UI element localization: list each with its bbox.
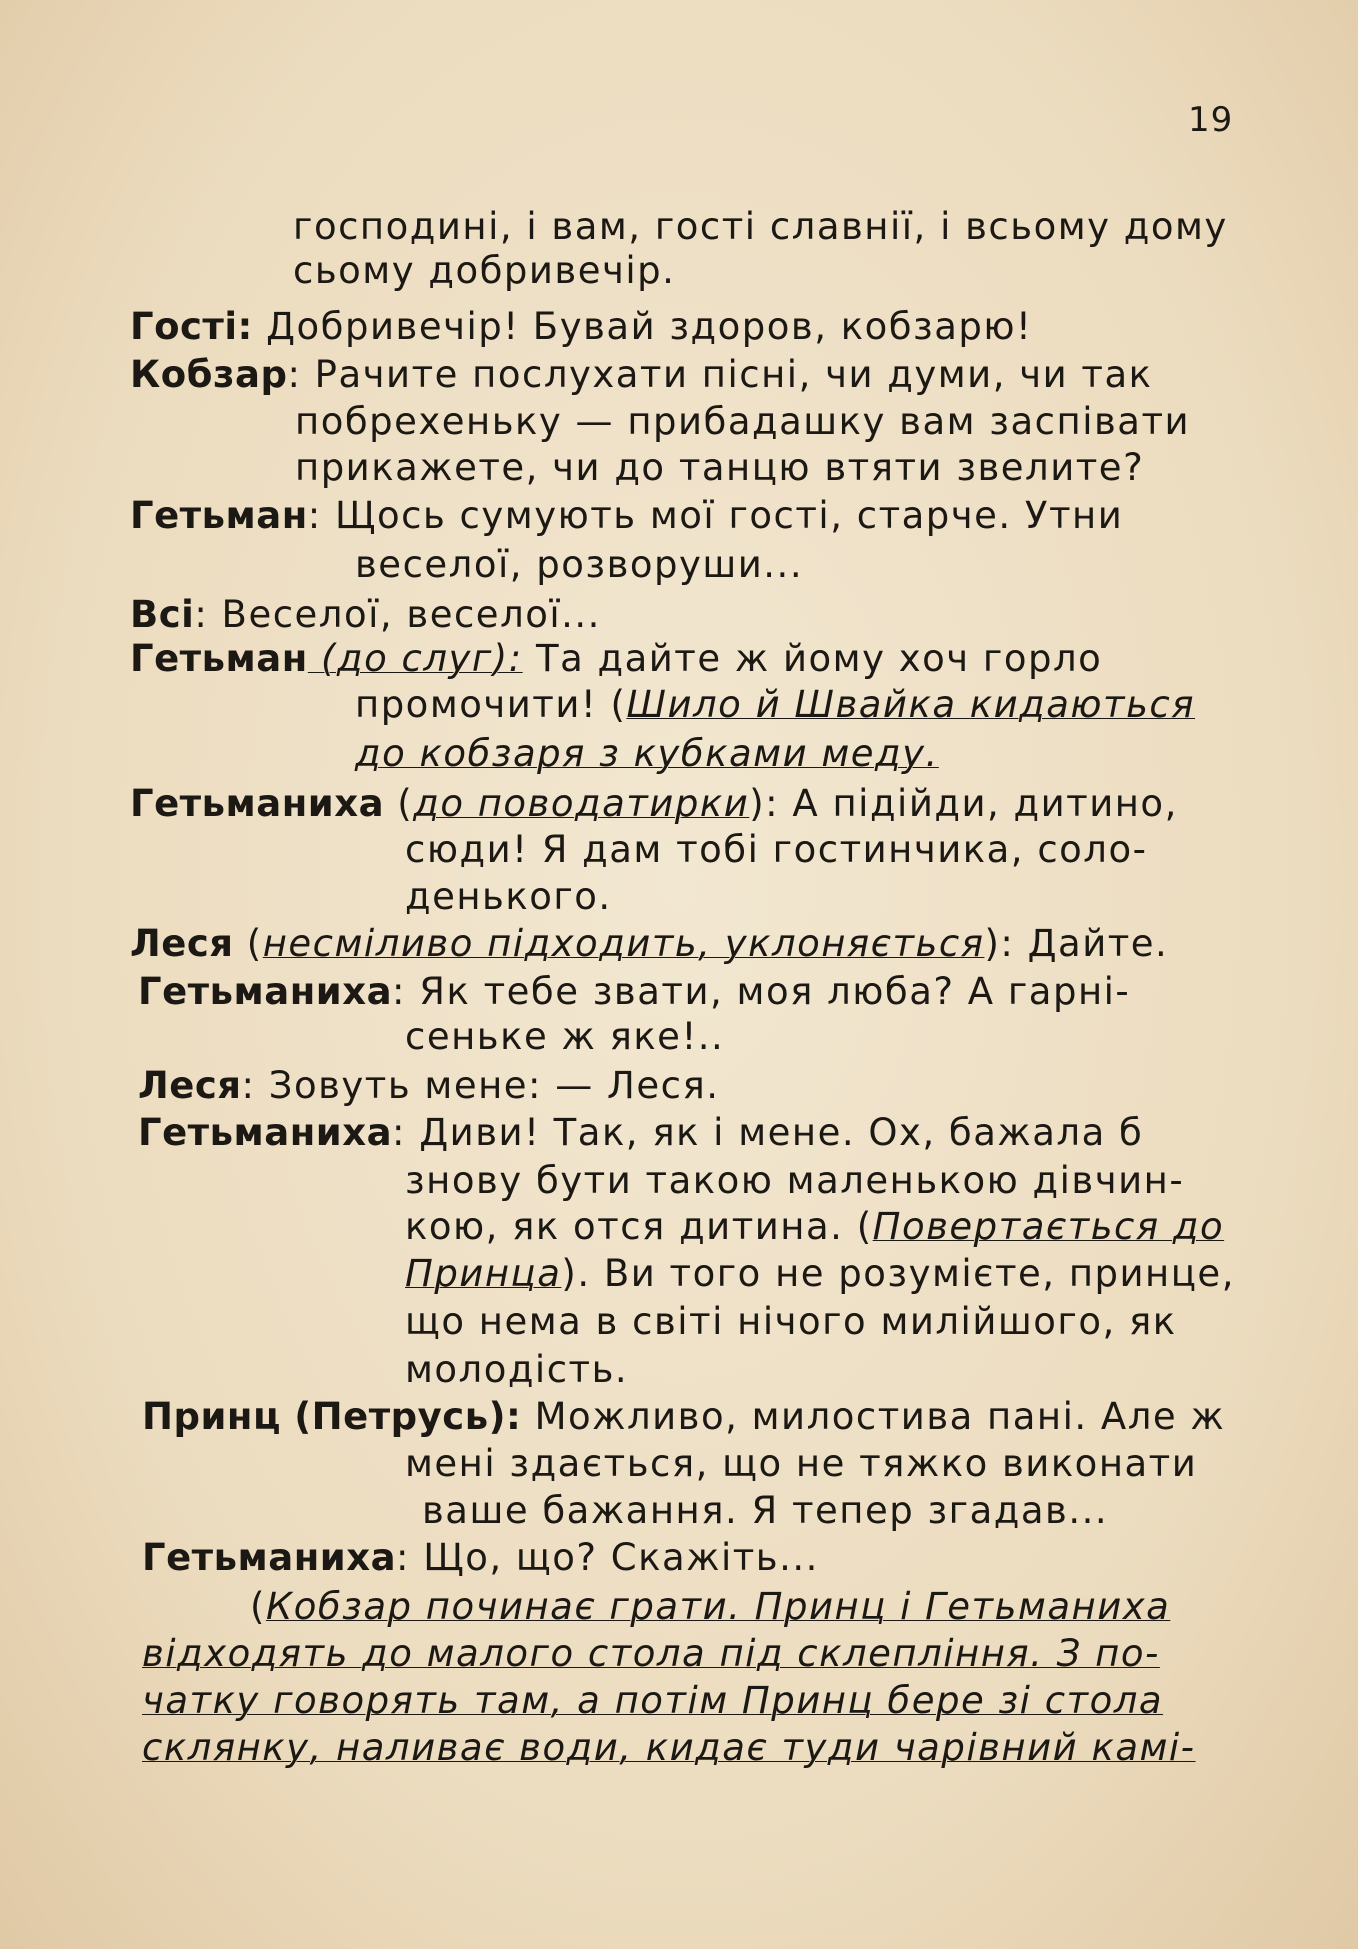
dialogue-line: Леся (несміливо підходить, уклоняється): Дайте.: [130, 922, 1169, 965]
speaker-name: Леся: [138, 1064, 242, 1107]
dialogue-line: Леся: Зовуть мене: — Леся.: [138, 1064, 720, 1107]
dialogue-line: Гетьманиха: Що, що? Скажіть...: [142, 1536, 819, 1579]
text-line: сюди! Я дам тобі гостинчика, соло-: [405, 828, 1148, 871]
speaker-name: Леся: [130, 922, 234, 965]
stage-direction: чатку говорять там, а потім Принц бере зі стола: [142, 1679, 1164, 1722]
text-line: молодість.: [405, 1348, 629, 1391]
speaker-name: Гетьманиха: [138, 1111, 393, 1154]
dialogue-line: Гетьманиха (до поводатирки): А підійди, дитино,: [130, 782, 1178, 825]
stage-direction: Повертається до: [872, 1205, 1225, 1248]
text-line: знову бути такою маленькою дівчин-: [405, 1159, 1185, 1202]
stage-direction-line: (Кобзар починає грати. Принц і Гетьманиха: [250, 1585, 1171, 1628]
speaker-name: Гетьманиха: [142, 1536, 397, 1579]
speaker-name: Гетьманиха: [138, 970, 393, 1013]
text-line: побрехеньку — прибадашку вам заспівати: [295, 400, 1191, 443]
speaker-name: Гості:: [130, 305, 253, 348]
speaker-name: Гетьман: [130, 494, 308, 537]
speaker-name: Всі: [130, 593, 195, 636]
stage-direction: відходять до малого стола під склепління. З по-: [142, 1632, 1160, 1675]
dialogue-line: Гетьманиха: Диви! Так, як і мене. Ох, бажала б: [138, 1111, 1144, 1154]
stage-direction-line: [355, 732, 939, 775]
stage-direction: (до слуг):: [307, 637, 523, 680]
text-line: прикажете, чи до танцю втяти звелите?: [295, 446, 1145, 489]
text-line: що нема в світі нічого милійшого, як: [405, 1300, 1177, 1343]
text-line: веселої, розворуши...: [355, 543, 804, 586]
stage-direction: до кобзаря з кубками меду.: [355, 732, 939, 775]
text-line: ваше бажання. Я тепер згадав...: [422, 1489, 1109, 1532]
dialogue-line: Кобзар: Рачите послухати пісні, чи думи, чи так: [130, 353, 1153, 396]
dialogue-line: Гетьман: Щось сумують мої гості, старче. Утни: [130, 494, 1124, 537]
text-line: мені здається, що не тяжко виконати: [405, 1442, 1198, 1485]
dialogue-line: Гетьман (до слуг): Та дайте ж йому хоч горло: [130, 637, 1103, 680]
speaker-name: Принц (Петрусь):: [142, 1395, 522, 1438]
text-line: сеньке ж яке!..: [405, 1015, 725, 1058]
dialogue-line: Гетьманиха: Як тебе звати, моя люба? А гарні-: [138, 970, 1131, 1013]
stage-direction: Кобзар починає грати. Принц і Гетьманиха: [265, 1585, 1171, 1628]
text-line: промочити! (Шило й Швайка кидаються: [355, 683, 1196, 726]
speaker-name: Кобзар: [130, 353, 288, 396]
text-line: денького.: [405, 875, 612, 918]
dialogue-line: Всі: Веселої, веселої...: [130, 593, 601, 636]
text-line: господині, і вам, гості славнії, і всьому дому: [293, 205, 1228, 248]
text-line: сьому добривечір.: [293, 249, 676, 292]
stage-direction-line: [142, 1679, 1164, 1722]
stage-direction-line: [142, 1632, 1160, 1675]
speaker-name: Гетьманиха: [130, 782, 385, 825]
text-line: Принца). Ви того не розумієте, принце,: [405, 1252, 1235, 1295]
stage-direction: до поводатирки: [413, 782, 750, 825]
stage-direction: Шило й Швайка кидаються: [626, 683, 1196, 726]
stage-direction: несміливо підходить, уклоняється: [262, 922, 985, 965]
text-line: кою, як отся дитина. (Повертається до: [405, 1205, 1225, 1248]
page-number: 19: [1188, 100, 1234, 140]
stage-direction-line: [142, 1726, 1196, 1769]
stage-direction: Принца: [405, 1252, 562, 1295]
speaker-name: Гетьман: [130, 637, 308, 680]
stage-direction: склянку, наливає води, кидає туди чарівний камі-: [142, 1726, 1196, 1769]
dialogue-line: Принц (Петрусь): Можливо, милостива пані. Але ж: [142, 1395, 1226, 1438]
dialogue-line: Гості: Добривечір! Бувай здоров, кобзарю!: [130, 305, 1033, 348]
